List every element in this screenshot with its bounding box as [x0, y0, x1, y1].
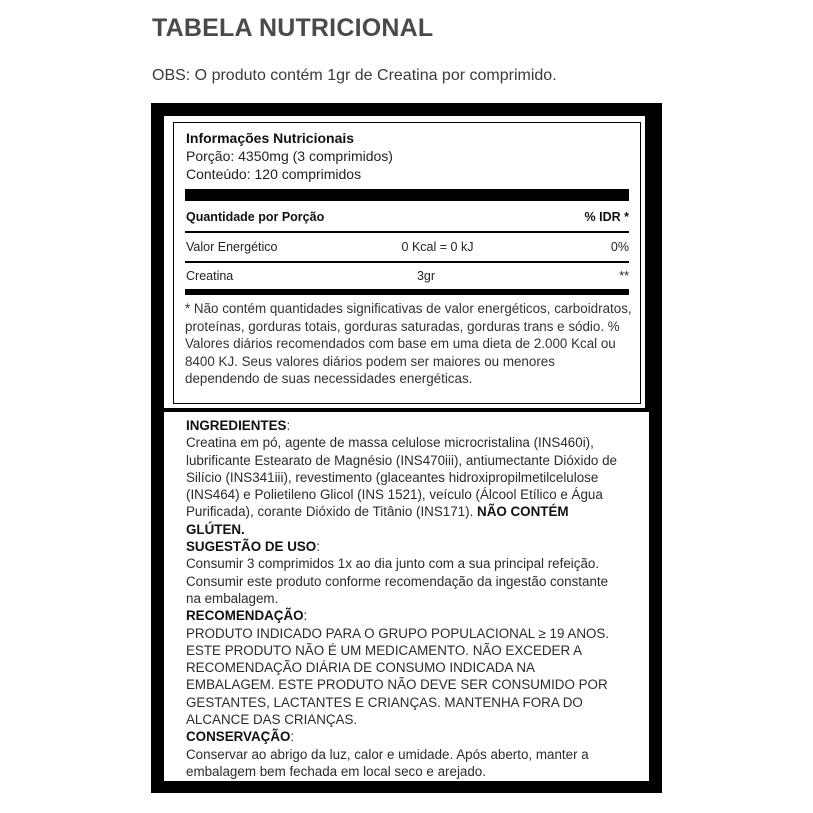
nutrition-header: Informações Nutricionais	[186, 130, 355, 146]
gluten-warning: NÃO CONTÉM GLÚTEN.	[186, 504, 569, 537]
row-energy-idr: 0%	[610, 240, 629, 254]
row-creatine-idr: **	[619, 269, 629, 283]
ingredients-text: Creatina em pó, agente de massa celulose microcristalina (INS460i), lubrificante Estearato de Magnésio (INS470iii), antiumectante Dióxido de Silício (INS341iii), revestimento (glaceantes hidroxipropilmetilcelulose (INS464) e Polietileno Glicol (INS 1521), veículo (Álcool Etílico e Água Purificada), corante Dióxido de Titânio (INS171).	[186, 435, 617, 520]
table-bottom-divider	[185, 289, 629, 295]
obs-note: OBS: O produto contém 1gr de Creatina por comprimido.	[152, 67, 557, 84]
col-quantity-header: Quantidade por Porção	[186, 210, 325, 224]
conservation-label: CONSERVAÇÃO	[186, 729, 291, 745]
nutrition-footnote: * Não contém quantidades significativas de valor energéticos, carboidratos, proteínas, gorduras totais, gorduras saturadas, gorduras trans e sódio. % Valores diários recomendados com base em uma dieta de 2.000 Kcal ou 8400 KJ. Seus valores diários podem ser maiores ou menores dependendo de suas necessidades energéticas.	[185, 301, 632, 387]
row-creatine-name: Creatina	[186, 269, 234, 283]
suggestion-label: SUGESTÃO DE USO	[186, 539, 317, 555]
row-energy-amount: 0 Kcal = 0 kJ	[401, 240, 474, 254]
header-divider	[185, 189, 629, 201]
recommendation-text: PRODUTO INDICADO PARA O GRUPO POPULACIONAL ≥ 19 ANOS. ESTE PRODUTO NÃO É UM MEDICAMENTO. NÃO EXCEDER A RECOMENDAÇÃO DIÁRIA DE CONSUMO INDICADA NA EMBALAGEM. ESTE PRODUTO NÃO DEVE SER CONSUMIDO POR GESTANTES, LACTANTES E CRIANÇAS. MANTENHA FORA DO ALCANCE DAS CRIANÇAS.	[186, 625, 610, 728]
ingredients-label: INGREDIENTES	[186, 418, 287, 433]
suggestion-text: Consumir 3 comprimidos 1x ao dia junto com a sua principal refeição. Consumir este produto conforme recomendação da ingestão constante na embalagem.	[186, 556, 609, 606]
recommendation-label: RECOMENDAÇÃO	[186, 608, 304, 624]
conservation-text: Conservar ao abrigo da luz, calor e umidade. Após aberto, manter a embalagem bem fechada em local seco e arejado.	[186, 746, 589, 779]
row-divider	[185, 261, 629, 263]
content-info: Conteúdo: 120 comprimidos	[186, 166, 362, 182]
page-title: TABELA NUTRICIONAL	[152, 14, 434, 42]
column-divider	[185, 231, 629, 233]
row-energy-name: Valor Energético	[186, 240, 278, 254]
portion-info: Porção: 4350mg (3 comprimidos)	[186, 148, 393, 164]
row-creatine-amount: 3gr	[416, 269, 436, 283]
col-idr-header: % IDR *	[584, 210, 629, 224]
ingredients-block: INGREDIENTES: Creatina em pó, agente de massa celulose microcristalina (INS460i), lubrificante Estearato de Magnésio (INS470iii), antiumectante Dióxido de Silício (INS341iii), revestimento (glaceantes hidroxipropilmetilcelulose (INS464) e Polietileno Glicol (INS 1521), veículo (Álcool Etílico e Água Purificada), corante Dióxido de Titânio (INS171). NÃO CONTÉM GLÚTEN. SUGESTÃO DE USO: Consumir 3 comprimidos 1x ao dia junto com a sua principal refeição. Consumir este produto conforme recomendação da ingestão constante na embalagem. RECOMENDAÇÃO: PRODUTO INDICADO PARA O GRUPO POPULACIONAL ≥ 19 ANOS. ESTE PRODUTO NÃO É UM MEDICAMENTO. NÃO EXCEDER A RECOMENDAÇÃO DIÁRIA DE CONSUMO INDICADA NA EMBALAGEM. ESTE PRODUTO NÃO DEVE SER CONSUMIDO POR GESTANTES, LACTANTES E CRIANÇAS. MANTENHA FORA DO ALCANCE DAS CRIANÇAS. CONSERVAÇÃO: Conservar ao abrigo da luz, calor e umidade. Após aberto, manter a embalagem bem fechada em local seco e arejado.	[186, 418, 617, 779]
